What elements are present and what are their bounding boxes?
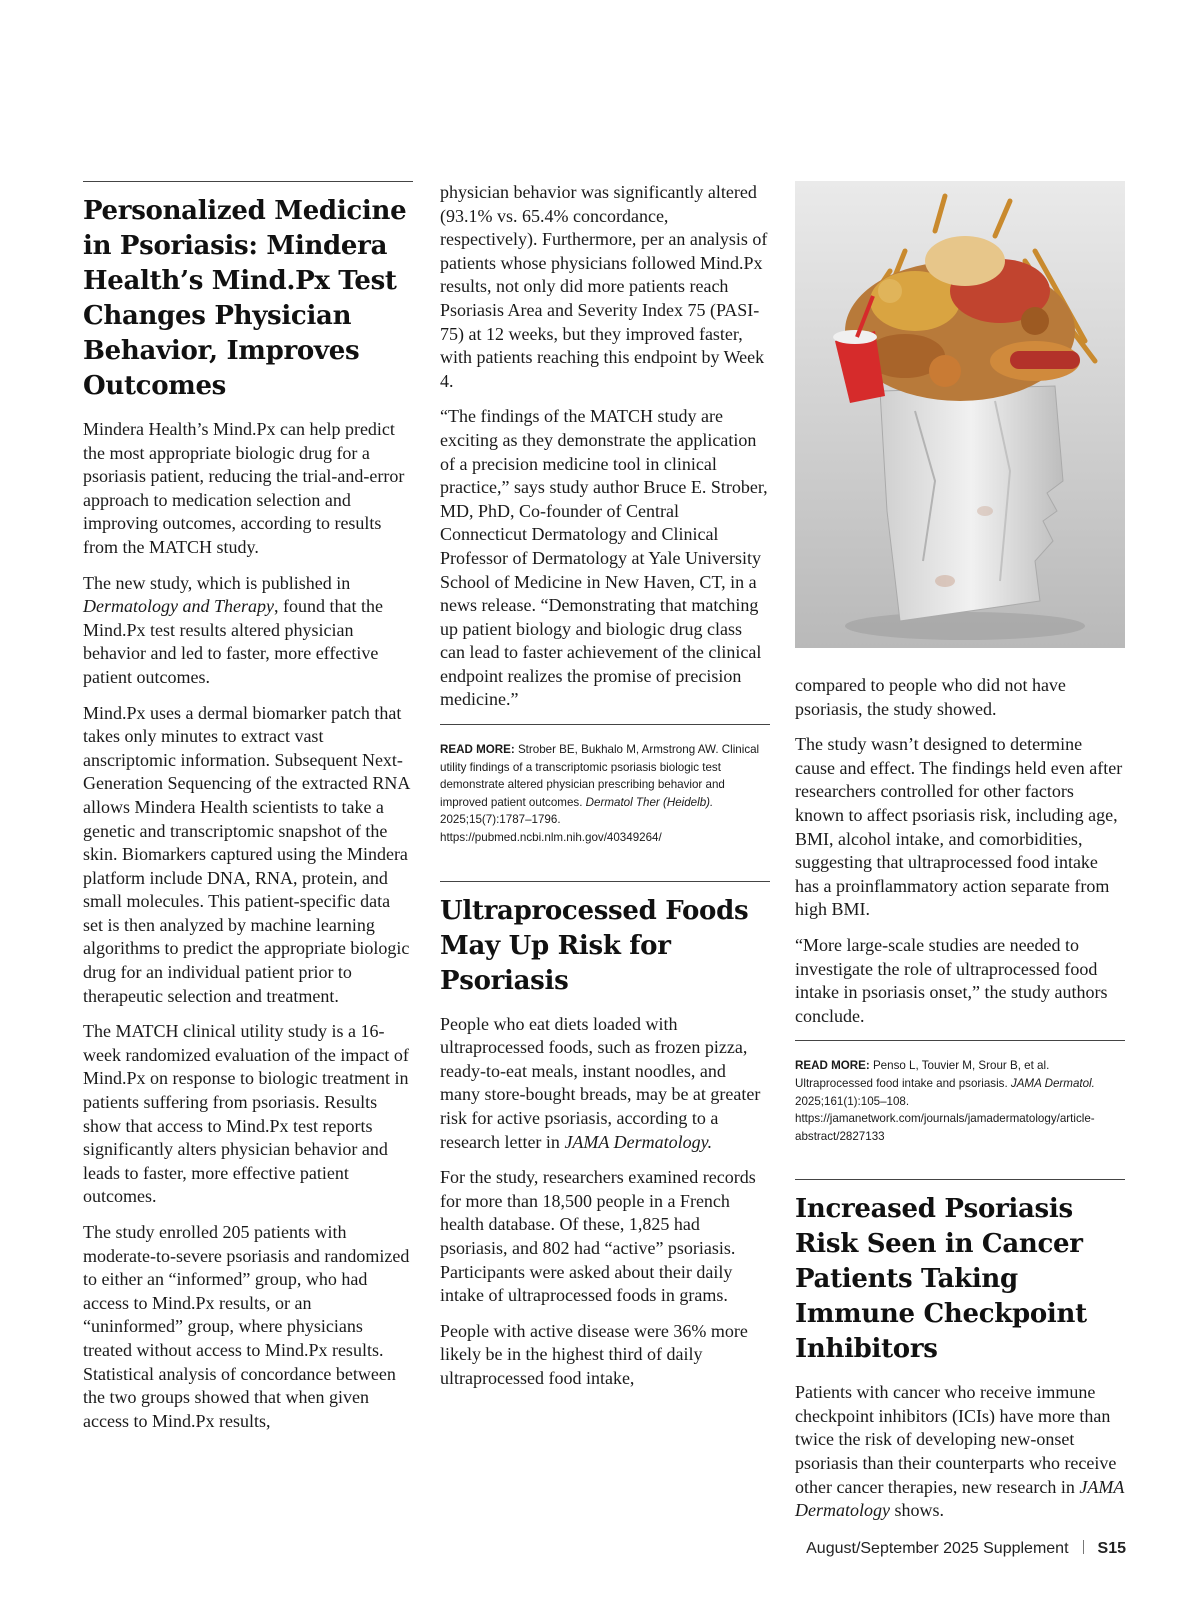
- paragraph: The study enrolled 205 patients with moderate-to-severe psoriasis and randomized to either an “informed” group, who had access to Mind.Px results, or an “uninformed” group, where physicians treated without access to Mind.Px results. Statistical analysis of concordance between the two groups showed that when given access to Mind.Px results,: [83, 1222, 410, 1431]
- article-title-ultraprocessed-foods: Ultraprocessed Foods May Up Risk for Psoriasis: [440, 895, 749, 996]
- paragraph: The new study, which is published in Dermatology and Therapy, found that the Mind.Px test results altered physician behavior and led to faster, more effective patient outcomes.: [83, 572, 383, 687]
- section-rule: [83, 181, 413, 182]
- page-number: S15: [1097, 1540, 1126, 1557]
- paragraph: For the study, researchers examined records for more than 18,500 people in a French health database. Of these, 1,825 had psoriasis, and 802 had “active” psoriasis. Participants were asked about their daily intake of ultraprocessed foods in grams.: [440, 1167, 756, 1306]
- journal-name: JAMA Dermatology: [795, 1476, 1124, 1521]
- paragraph: Mindera Health’s Mind.Px can help predict the most appropriate biologic drug for a psoriasis patient, reducing the trial-and-error approach to medication selection and improving outcomes, according to results from the MATCH study.: [83, 419, 405, 557]
- section-rule: [440, 724, 770, 725]
- paragraph: physician behavior was significantly altered (93.1% vs. 65.4% concordance, respectively). Furthermore, per an analysis of patients whose physicians followed Mind.Px results, not only did more patients reach Psoriasis Area and Severity Index 75 (PASI-75) at 12 weeks, but they improved faster, with patients reaching this endpoint by Week 4.: [440, 182, 768, 391]
- paragraph: People who eat diets loaded with ultraprocessed foods, such as frozen pizza, ready-to-eat meals, instant noodles, and many store-bought breads, may be at greater risk for active psoriasis, according to a research letter in JAMA Dermatology.: [440, 1013, 761, 1152]
- paragraph: “The findings of the MATCH study are exciting as they demonstrate the application of a precision medicine tool in clinical practice,” says study author Bruce E. Strober, MD, PhD, Co-founder of Central Connecticut Dermatology and Clinical Professor of Dermatology at Yale University School of Medicine in New Haven, CT, in a news release. “Demonstrating that matching up patient biology and biologic drug class can lead to faster achievement of the clinical endpoint realizes the promise of precision medicine.”: [440, 406, 768, 710]
- section-rule: [795, 1040, 1125, 1041]
- fast-food-head-image: [795, 181, 1125, 648]
- issue-label: August/September 2025 Supplement: [806, 1540, 1069, 1557]
- column-3: [795, 181, 1125, 1535]
- section-rule: [440, 881, 770, 882]
- paragraph: People with active disease were 36% more likely be in the highest third of daily ultraprocessed food intake,: [440, 1320, 748, 1388]
- paragraph: Mind.Px uses a dermal biomarker patch that takes only minutes to extract vast anscriptomic information. Subsequent Next-Generation Sequencing of the extracted RNA allows Mindera Health scientists to take a genetic and transcriptomic snapshot of the skin. Biomarkers captured using the Mindera platform include DNA, RNA, protein, and small molecules. This patient-specific data set is then analyzed by machine learning algorithms to predict the appropriate biologic drug for an individual patient prior to therapeutic selection and treatment.: [83, 702, 410, 1006]
- journal-name: Dermatology and Therapy: [83, 596, 274, 617]
- paragraph: “More large-scale studies are needed to investigate the role of ultraprocessed food intake in psoriasis onset,” the study authors conclude.: [795, 934, 1108, 1026]
- section-rule: [795, 1179, 1125, 1180]
- fast-food-head-illustration: [795, 181, 1125, 648]
- citation-link[interactable]: 2025;161(1):105–108. https://jamanetwork.com/journals/jamadermatology/article-abstract/2827133: [795, 1094, 1095, 1143]
- column-2: [440, 181, 770, 1403]
- paragraph: The study wasn’t designed to determine cause and effect. The findings held even after researchers controlled for other factors known to affect psoriasis risk, including age, BMI, alcohol intake, and comorbidities, suggesting that ultraprocessed food intake has a proinflammatory action separate from high BMI.: [795, 734, 1123, 920]
- page-footer: [790, 1540, 1126, 1558]
- journal-name: JAMA Dermatology.: [564, 1131, 713, 1152]
- paragraph: Patients with cancer who receive immune checkpoint inhibitors (ICIs) have more than twice the risk of developing new-onset psoriasis than their counterparts who receive other cancer therapies, new research in JAMA Dermatology shows.: [795, 1382, 1124, 1521]
- column-1: [83, 181, 413, 1445]
- article-title-cancer-patients: Increased Psoriasis Risk Seen in Cancer Patients Taking Immune Checkpoint Inhibitors: [795, 1194, 1087, 1365]
- read-more-citation: READ MORE: Strober BE, Bukhalo M, Armstrong AW. Clinical utility findings of a transcriptomic psoriasis biologic test demonstrate altered physician prescribing behavior and improved patient outcomes. Dermatol Ther (Heidelb). 2025;15(7):1787–1796. https://pubmed.ncbi.nlm.nih.gov/40349264/: [440, 743, 760, 845]
- footer-separator: [1083, 1540, 1084, 1554]
- read-more-citation: READ MORE: Penso L, Touvier M, Srour B, et al. Ultraprocessed food intake and psoriasis. JAMA Dermatol. 2025;161(1):105–108. https://jamanetwork.com/journals/jamadermatology/article-abstract/2827133: [795, 1059, 1095, 1143]
- citation-link[interactable]: 2025;15(7):1787–1796. https://pubmed.ncbi.nlm.nih.gov/40349264/: [440, 813, 662, 845]
- paragraph: compared to people who did not have psoriasis, the study showed.: [795, 675, 1066, 719]
- paragraph: The MATCH clinical utility study is a 16-week randomized evaluation of the impact of Mind.Px on response to biologic treatment in patients suffering from psoriasis. Results show that access to Mind.Px test reports significantly alters physician behavior and leads to faster, more effective patient outcomes.: [83, 1021, 409, 1207]
- article-title-personalized-medicine: Personalized Medicine in Psoriasis: Mindera Health’s Mind.Px Test Changes Physician Behavior, Improves Outcomes: [83, 196, 407, 401]
